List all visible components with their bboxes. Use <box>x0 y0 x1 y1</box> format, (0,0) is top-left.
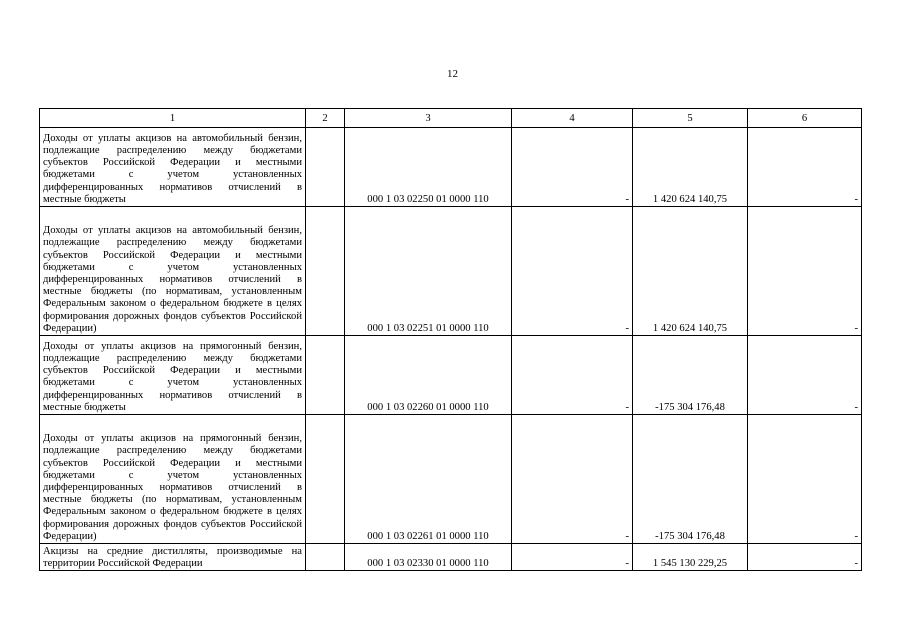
column-header-6: 6 <box>748 109 862 128</box>
column-2-cell <box>306 336 345 415</box>
page-number: 12 <box>447 68 458 80</box>
column-6-cell: - <box>748 128 862 207</box>
column-4-cell: - <box>512 415 633 544</box>
table-row <box>40 128 862 207</box>
column-4-cell: - <box>512 544 633 571</box>
revenue-name-cell: Акцизы на средние дистилляты, производимые на территории Российской Федерации <box>40 544 306 571</box>
revenue-name-cell: Доходы от уплаты акцизов на автомобильный бензин, подлежащие распределению между бюджетами субъектов Российской Федерации и местными бюджетами с учетом установленных дифференцированных нормативов отчислений в местные бюджеты (по нормативам, установленным Федеральным законом о федеральном бюджете в целях формирования дорожных фондов субъектов Российской Федерации) <box>40 207 306 336</box>
column-2-cell <box>306 207 345 336</box>
budget-code-cell: 000 1 03 02330 01 0000 110 <box>345 544 512 571</box>
table-header-row <box>40 109 862 128</box>
budget-code-cell: 000 1 03 02261 01 0000 110 <box>345 415 512 544</box>
revenue-name-cell: Доходы от уплаты акцизов на прямогонный бензин, подлежащие распределению между бюджетами субъектов Российской Федерации и местными бюджетами с учетом установленных дифференцированных нормативов отчислений в местные бюджеты <box>40 336 306 415</box>
column-6-cell: - <box>748 415 862 544</box>
column-header-2: 2 <box>306 109 345 128</box>
column-6-cell: - <box>748 207 862 336</box>
amount-cell: 1 420 624 140,75 <box>633 128 748 207</box>
amount-cell: -175 304 176,48 <box>633 336 748 415</box>
amount-cell: -175 304 176,48 <box>633 415 748 544</box>
budget-code-cell: 000 1 03 02250 01 0000 110 <box>345 128 512 207</box>
column-6-cell: - <box>748 336 862 415</box>
budget-code-cell: 000 1 03 02251 01 0000 110 <box>345 207 512 336</box>
column-header-5: 5 <box>633 109 748 128</box>
column-header-1: 1 <box>40 109 306 128</box>
column-header-4: 4 <box>512 109 633 128</box>
revenue-table <box>39 108 862 571</box>
column-4-cell: - <box>512 207 633 336</box>
column-4-cell: - <box>512 128 633 207</box>
column-header-3: 3 <box>345 109 512 128</box>
table-row <box>40 336 862 415</box>
revenue-name-cell: Доходы от уплаты акцизов на автомобильный бензин, подлежащие распределению между бюджетами субъектов Российской Федерации и местными бюджетами с учетом установленных дифференцированных нормативов отчислений в местные бюджеты <box>40 128 306 207</box>
column-2-cell <box>306 415 345 544</box>
revenue-name-cell: Доходы от уплаты акцизов на прямогонный бензин, подлежащие распределению между бюджетами субъектов Российской Федерации и местными бюджетами с учетом установленных дифференцированных нормативов отчислений в местные бюджеты (по нормативам, установленным Федеральным законом о федеральном бюджете в целях формирования дорожных фондов субъектов Российской Федерации) <box>40 415 306 544</box>
amount-cell: 1 545 130 229,25 <box>633 544 748 571</box>
column-2-cell <box>306 544 345 571</box>
table-row <box>40 207 862 336</box>
column-4-cell: - <box>512 336 633 415</box>
column-2-cell <box>306 128 345 207</box>
amount-cell: 1 420 624 140,75 <box>633 207 748 336</box>
table-row <box>40 544 862 571</box>
column-6-cell: - <box>748 544 862 571</box>
budget-code-cell: 000 1 03 02260 01 0000 110 <box>345 336 512 415</box>
table-row <box>40 415 862 544</box>
